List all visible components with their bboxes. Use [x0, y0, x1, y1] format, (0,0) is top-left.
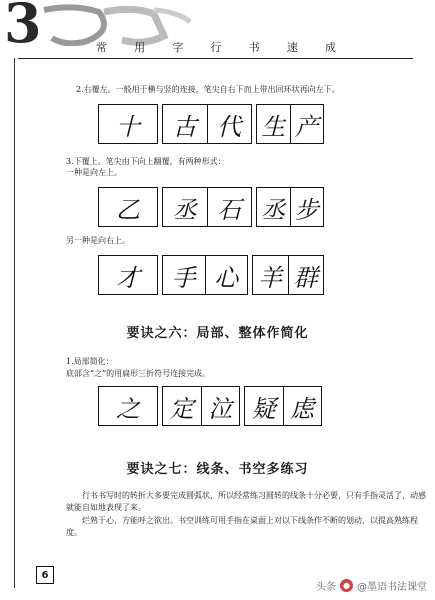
example-box — [162, 104, 252, 144]
item-2-text: 2.右覆左。一般用于横与竖的连接，笔尖自右下而上带出回环状再向左下。 — [76, 85, 340, 94]
section-7-para-1: 行书书写时的转折大多要完成圆弧状，所以经常练习圆转的线条十分必要，只有手指灵活了，动感就能自如地表现了来。 — [66, 491, 426, 512]
calligraphy-char: 生 — [261, 112, 286, 141]
header-rule — [18, 58, 413, 59]
header-char: 书 — [248, 41, 260, 54]
calligraphy-char: 定 — [169, 394, 194, 423]
watermark — [316, 578, 427, 593]
example-box — [162, 187, 252, 227]
calligraphy-char: 产 — [290, 105, 324, 143]
section-7-para-2: 烂熟于心，方能呼之欲出。书空训练可用手指在桌面上对以下线条作不断的划动，以提高熟练程度。 — [66, 516, 418, 537]
running-header — [96, 39, 336, 55]
calligraphy-char: 乙 — [116, 195, 140, 224]
calligraphy-char: 十 — [116, 112, 140, 141]
calligraphy-char: 虑 — [283, 387, 322, 425]
example-box — [244, 386, 322, 426]
calligraphy-char: 之 — [116, 394, 140, 423]
calligraphy-char: 羊 — [258, 263, 283, 292]
header-char: 用 — [134, 41, 146, 54]
example-row-1 — [0, 104, 435, 144]
example-row-4 — [0, 386, 435, 426]
header-char: 速 — [286, 41, 298, 54]
calligraphy-char: 疑 — [251, 394, 276, 423]
section-6-title: 要诀之六：局部、整体作简化 — [126, 326, 309, 341]
calligraphy-char: 才 — [116, 263, 140, 292]
example-row-3 — [0, 255, 435, 295]
calligraphy-char: 古 — [172, 112, 197, 141]
avatar-icon: ● — [340, 579, 353, 592]
page-number: 6 — [36, 566, 54, 584]
calligraphy-char: 丞 — [261, 195, 286, 224]
header-char: 常 — [96, 41, 107, 54]
calligraphy-char: 群 — [288, 256, 324, 294]
calligraphy-char: 泣 — [201, 387, 240, 425]
calligraphy-char: 代 — [207, 105, 252, 143]
item-3-sub1: 一种是向左上。 — [66, 168, 122, 177]
item-3-sub2: 另一种是向右上。 — [66, 236, 130, 245]
item-3-text: 3.下覆上。笔尖由下向上翻覆，有两种形式： — [66, 157, 226, 166]
example-box — [256, 104, 324, 144]
calligraphy-char: 心 — [205, 256, 248, 294]
calligraphy-char: 石 — [207, 188, 252, 226]
calligraphy-char: 步 — [290, 188, 324, 226]
calligraphy-char: 手 — [171, 263, 196, 292]
item-1-desc: 底部含“之”的用扁形三折符号连接完成。 — [66, 369, 211, 378]
example-box — [162, 386, 240, 426]
header-char: 行 — [210, 41, 222, 54]
section-7-title: 要诀之七：线条、书空多练习 — [126, 462, 309, 477]
logo-numeral: 3 — [4, 2, 42, 46]
watermark-handle: @墨语书法课堂 — [357, 582, 427, 593]
example-box — [98, 386, 158, 426]
example-box — [252, 255, 324, 295]
item-1-text: 1.局部简化： — [66, 357, 114, 366]
calligraphy-char: 丞 — [172, 195, 197, 224]
example-box — [98, 255, 158, 295]
header-char: 字 — [172, 41, 184, 54]
example-box — [256, 187, 324, 227]
watermark-prefix: 头条 — [316, 582, 336, 593]
example-row-2 — [0, 187, 435, 227]
example-box — [162, 255, 248, 295]
example-box — [98, 187, 158, 227]
header-char: 成 — [324, 41, 336, 54]
example-box — [98, 104, 158, 144]
